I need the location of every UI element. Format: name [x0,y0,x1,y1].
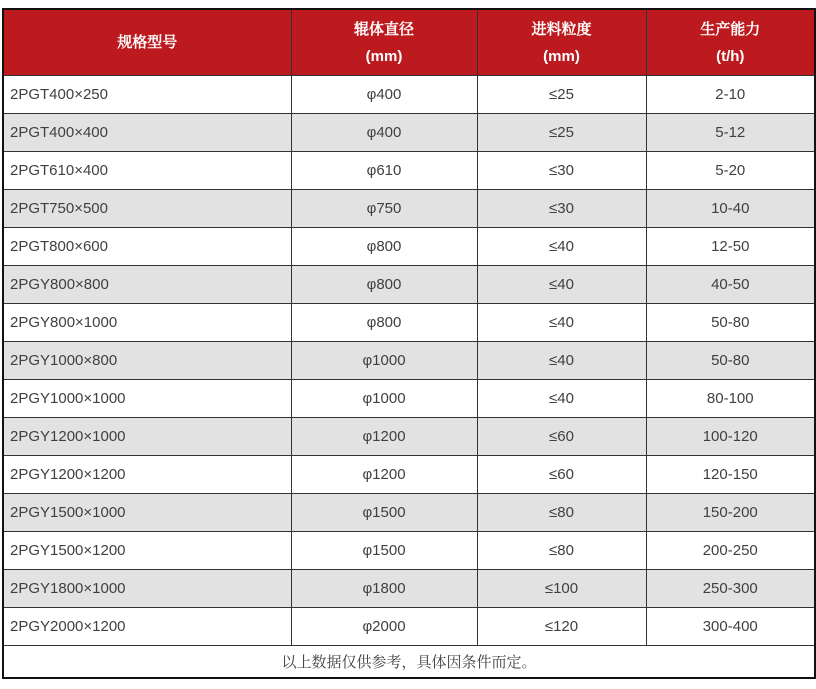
feed-size-cell: ≤80 [477,494,646,532]
header-label-feed-size: 进料粒度 [531,20,592,38]
header-unit-capacity: (t/h) [716,47,745,65]
capacity-cell: 2-10 [646,76,815,114]
feed-size-cell: ≤40 [477,342,646,380]
model-cell: 2PGY1200×1000 [3,418,291,456]
table-row [3,418,815,456]
capacity-cell: 100-120 [646,418,815,456]
feed-size-cell: ≤40 [477,304,646,342]
roller-diameter-cell: φ1500 [291,494,477,532]
table-row [3,304,815,342]
feed-size-cell: ≤30 [477,190,646,228]
roller-diameter-cell: φ1000 [291,342,477,380]
feed-size-cell: ≤40 [477,228,646,266]
capacity-cell: 50-80 [646,342,815,380]
feed-size-cell: ≤120 [477,608,646,646]
table-row [3,532,815,570]
table-row [3,456,815,494]
spec-table-body [3,76,815,646]
model-cell: 2PGY1500×1200 [3,532,291,570]
footnote-cell: 以上数据仅供参考，具体因条件而定。 [3,646,815,679]
model-cell: 2PGY800×800 [3,266,291,304]
model-cell: 2PGY1000×800 [3,342,291,380]
model-cell: 2PGT750×500 [3,190,291,228]
capacity-cell: 50-80 [646,304,815,342]
header-cell-feed-size [477,9,646,76]
roller-diameter-cell: φ400 [291,76,477,114]
roller-diameter-cell: φ800 [291,266,477,304]
model-cell: 2PGY800×1000 [3,304,291,342]
roller-diameter-cell: φ400 [291,114,477,152]
roller-diameter-cell: φ750 [291,190,477,228]
roller-diameter-cell: φ1800 [291,570,477,608]
header-unit-roller-diameter: (mm) [365,47,403,65]
feed-size-cell: ≤80 [477,532,646,570]
roller-diameter-cell: φ1200 [291,456,477,494]
header-unit-feed-size: (mm) [543,47,580,65]
model-cell: 2PGT400×400 [3,114,291,152]
roller-diameter-cell: φ610 [291,152,477,190]
feed-size-cell: ≤40 [477,380,646,418]
table-row [3,342,815,380]
capacity-cell: 40-50 [646,266,815,304]
feed-size-cell: ≤40 [477,266,646,304]
feed-size-cell: ≤25 [477,114,646,152]
header-label-capacity: 生产能力 [700,20,761,38]
model-cell: 2PGY1000×1000 [3,380,291,418]
table-row [3,494,815,532]
header-label-roller-diameter: 辊体直径 [353,20,414,38]
model-cell: 2PGT400×250 [3,76,291,114]
roller-diameter-cell: φ800 [291,304,477,342]
header-cell-roller-diameter [291,9,477,76]
capacity-cell: 5-12 [646,114,815,152]
model-cell: 2PGT800×600 [3,228,291,266]
table-row [3,114,815,152]
capacity-cell: 80-100 [646,380,815,418]
roller-diameter-cell: φ1500 [291,532,477,570]
feed-size-cell: ≤25 [477,76,646,114]
table-row [3,608,815,646]
spec-table-header [3,9,815,76]
header-cell-model [3,9,291,76]
footnote-row [3,646,815,679]
header-cell-capacity [646,9,815,76]
roller-diameter-cell: φ1200 [291,418,477,456]
roller-diameter-cell: φ2000 [291,608,477,646]
capacity-cell: 150-200 [646,494,815,532]
capacity-cell: 12-50 [646,228,815,266]
feed-size-cell: ≤60 [477,418,646,456]
capacity-cell: 5-20 [646,152,815,190]
table-row [3,76,815,114]
capacity-cell: 120-150 [646,456,815,494]
table-row [3,570,815,608]
model-cell: 2PGY1800×1000 [3,570,291,608]
capacity-cell: 250-300 [646,570,815,608]
model-cell: 2PGT610×400 [3,152,291,190]
roller-diameter-cell: φ800 [291,228,477,266]
table-row [3,190,815,228]
roller-diameter-cell: φ1000 [291,380,477,418]
header-label-model: 规格型号 [117,34,178,51]
feed-size-cell: ≤60 [477,456,646,494]
model-cell: 2PGY1500×1000 [3,494,291,532]
model-cell: 2PGY2000×1200 [3,608,291,646]
table-row [3,228,815,266]
header-row [3,9,815,76]
spec-table-footer [3,646,815,679]
table-row [3,152,815,190]
model-cell: 2PGY1200×1200 [3,456,291,494]
capacity-cell: 10-40 [646,190,815,228]
capacity-cell: 300-400 [646,608,815,646]
table-row [3,266,815,304]
table-row [3,380,815,418]
feed-size-cell: ≤30 [477,152,646,190]
spec-table [2,8,816,679]
feed-size-cell: ≤100 [477,570,646,608]
capacity-cell: 200-250 [646,532,815,570]
